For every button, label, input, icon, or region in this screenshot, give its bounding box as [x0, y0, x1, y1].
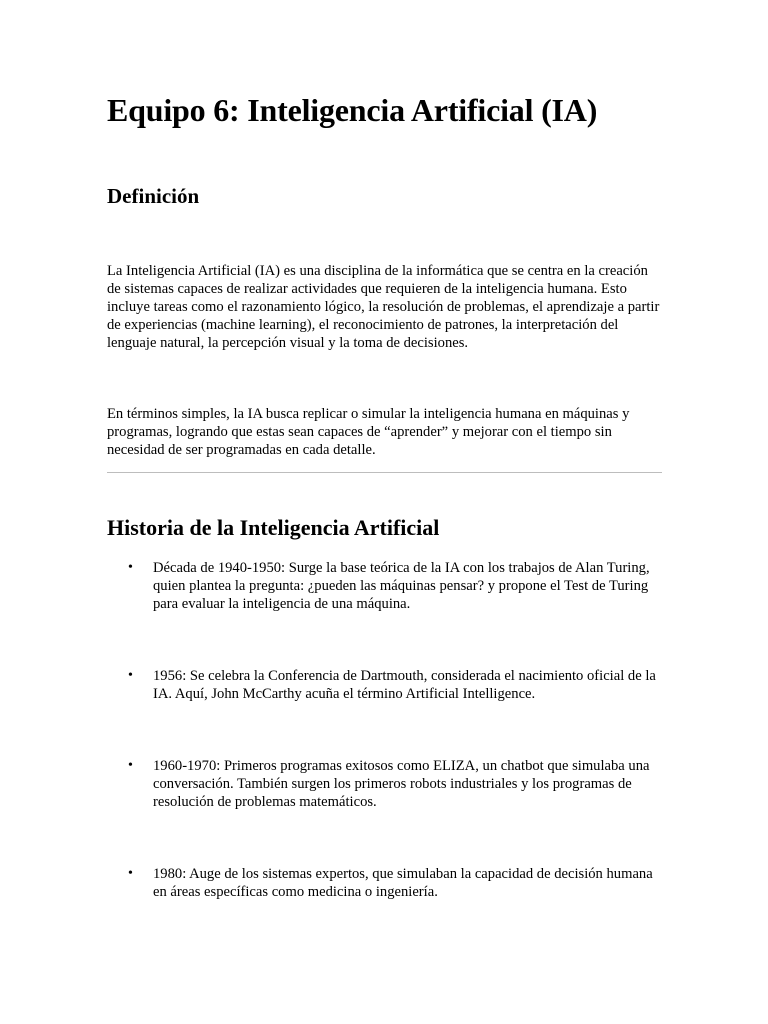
bullet-icon: •	[128, 758, 133, 773]
list-item	[128, 667, 663, 703]
document-title: Equipo 6: Inteligencia Artificial (IA)	[107, 92, 598, 128]
section-divider	[107, 472, 662, 473]
bullet-icon: •	[128, 866, 133, 881]
section-heading-historia: Historia de la Inteligencia Artificial	[107, 515, 440, 540]
definition-summary-paragraph: En términos simples, la IA busca replicar o simular la inteligencia humana en máquinas y programas, logrando que estas sean capaces de “aprender” y mejorar con el tiempo sin necesidad de ser programadas en cada detalle.	[107, 406, 630, 458]
list-item-text: 1956: Se celebra la Conferencia de Dartmouth, considerada el nacimiento oficial de la IA. Aquí, John McCarthy acuña el término Artificial Intelligence.	[153, 668, 656, 702]
list-item	[128, 757, 663, 811]
section-heading-definicion: Definición	[107, 184, 200, 208]
list-item-text: 1980: Auge de los sistemas expertos, que simulaban la capacidad de decisión humana en áreas específicas como medicina o ingeniería.	[153, 866, 653, 900]
bullet-icon: •	[128, 560, 133, 575]
list-item	[128, 865, 663, 901]
list-item-text: 1960-1970: Primeros programas exitosos como ELIZA, un chatbot que simulaba una conversación. También surgen los primeros robots industriales y los programas de resolución de problemas matemáticos.	[153, 758, 650, 810]
bullet-icon: •	[128, 668, 133, 683]
list-item-text: Década de 1940-1950: Surge la base teórica de la IA con los trabajos de Alan Turing, quien plantea la pregunta: ¿pueden las máquinas pensar? y propone el Test de Turing para evaluar la inteligencia de una máquina.	[153, 560, 650, 612]
list-item	[128, 559, 663, 613]
definition-paragraph: La Inteligencia Artificial (IA) es una disciplina de la informática que se centra en la creación de sistemas capaces de realizar actividades que requieren de la inteligencia humana. Esto incluye tareas como el razonamiento lógico, la resolución de problemas, el aprendizaje a partir de experiencias (machine learning), el reconocimiento de patrones, la interpretación del lenguaje natural, la percepción visual y la toma de decisiones.	[107, 263, 660, 351]
